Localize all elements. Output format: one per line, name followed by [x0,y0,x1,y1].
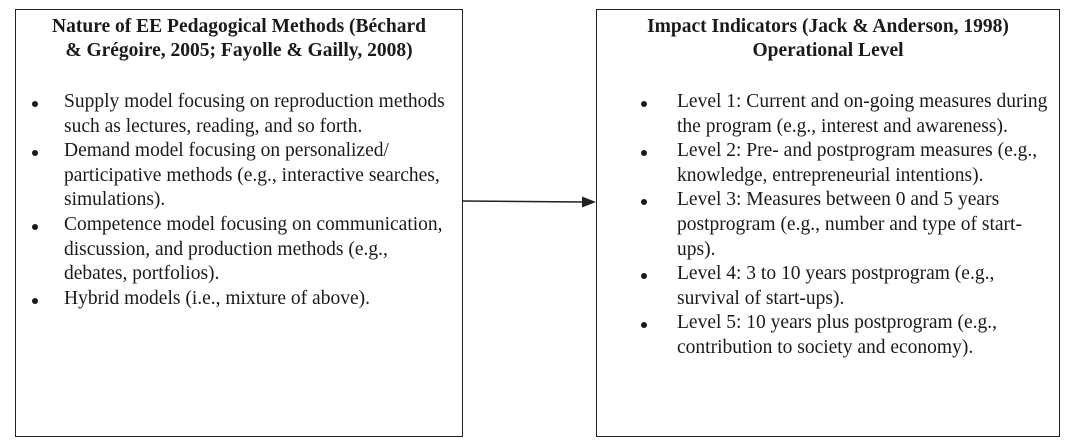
list-item [633,311,1053,360]
list-item-text: Level 5: 10 years plus postprogram (e.g., contribution to society and economy). [677,312,998,358]
list-item-text: Level 1: Current and on-going measures during the program (e.g., interest and awareness). [677,91,1048,137]
impact-indicators-box [596,9,1060,437]
impact-indicators-list [633,90,1053,361]
title-line: & Grégoire, 2005; Fayolle & Gailly, 2008) [65,40,413,61]
list-item-text: Supply model focusing on reproduction methods such as lectures, reading, and so forth. [64,91,445,137]
list-item-text: Level 4: 3 to 10 years postprogram (e.g., survival of start-ups). [677,263,995,309]
bullet-icon [641,273,647,279]
bullet-icon [32,150,38,156]
list-item-text: Demand model focusing on personalized/ participative methods (e.g., interactive searches, simulations). [64,140,440,211]
list-item [633,139,1053,188]
arrow-shaft [462,201,584,202]
list-item [633,262,1053,311]
bullet-icon [641,101,647,107]
bullet-icon [641,150,647,156]
title-line: Operational Level [752,40,904,61]
list-item [24,90,454,139]
bullet-icon [32,101,38,107]
arrow-head-icon [582,197,596,208]
list-item-text: Level 3: Measures between 0 and 5 years postprogram (e.g., number and type of start-ups). [677,189,1022,260]
bullet-icon [32,298,38,304]
list-item [633,90,1053,139]
list-item-text: Competence model focusing on communication, discussion, and production methods (e.g., debates, portfolios). [64,213,443,285]
title-line: Impact Indicators (Jack & Anderson, 1998) [647,16,1009,37]
list-item [24,287,454,312]
bullet-icon [32,224,38,230]
list-item-text: Level 2: Pre- and postprogram measures (e.g., knowledge, entrepreneurial intentions). [677,140,1038,186]
title-line: Nature of EE Pedagogical Methods (Béchard [52,16,426,37]
list-item [24,213,454,287]
list-item [633,188,1053,262]
list-item [24,139,454,213]
pedagogical-methods-box [15,9,463,437]
pedagogical-methods-title [16,10,462,63]
impact-indicators-title [597,10,1059,63]
pedagogical-methods-list [24,90,454,311]
bullet-icon [641,322,647,328]
connector-arrow [462,190,598,214]
bullet-icon [641,199,647,205]
list-item-text: Hybrid models (i.e., mixture of above). [64,287,370,309]
